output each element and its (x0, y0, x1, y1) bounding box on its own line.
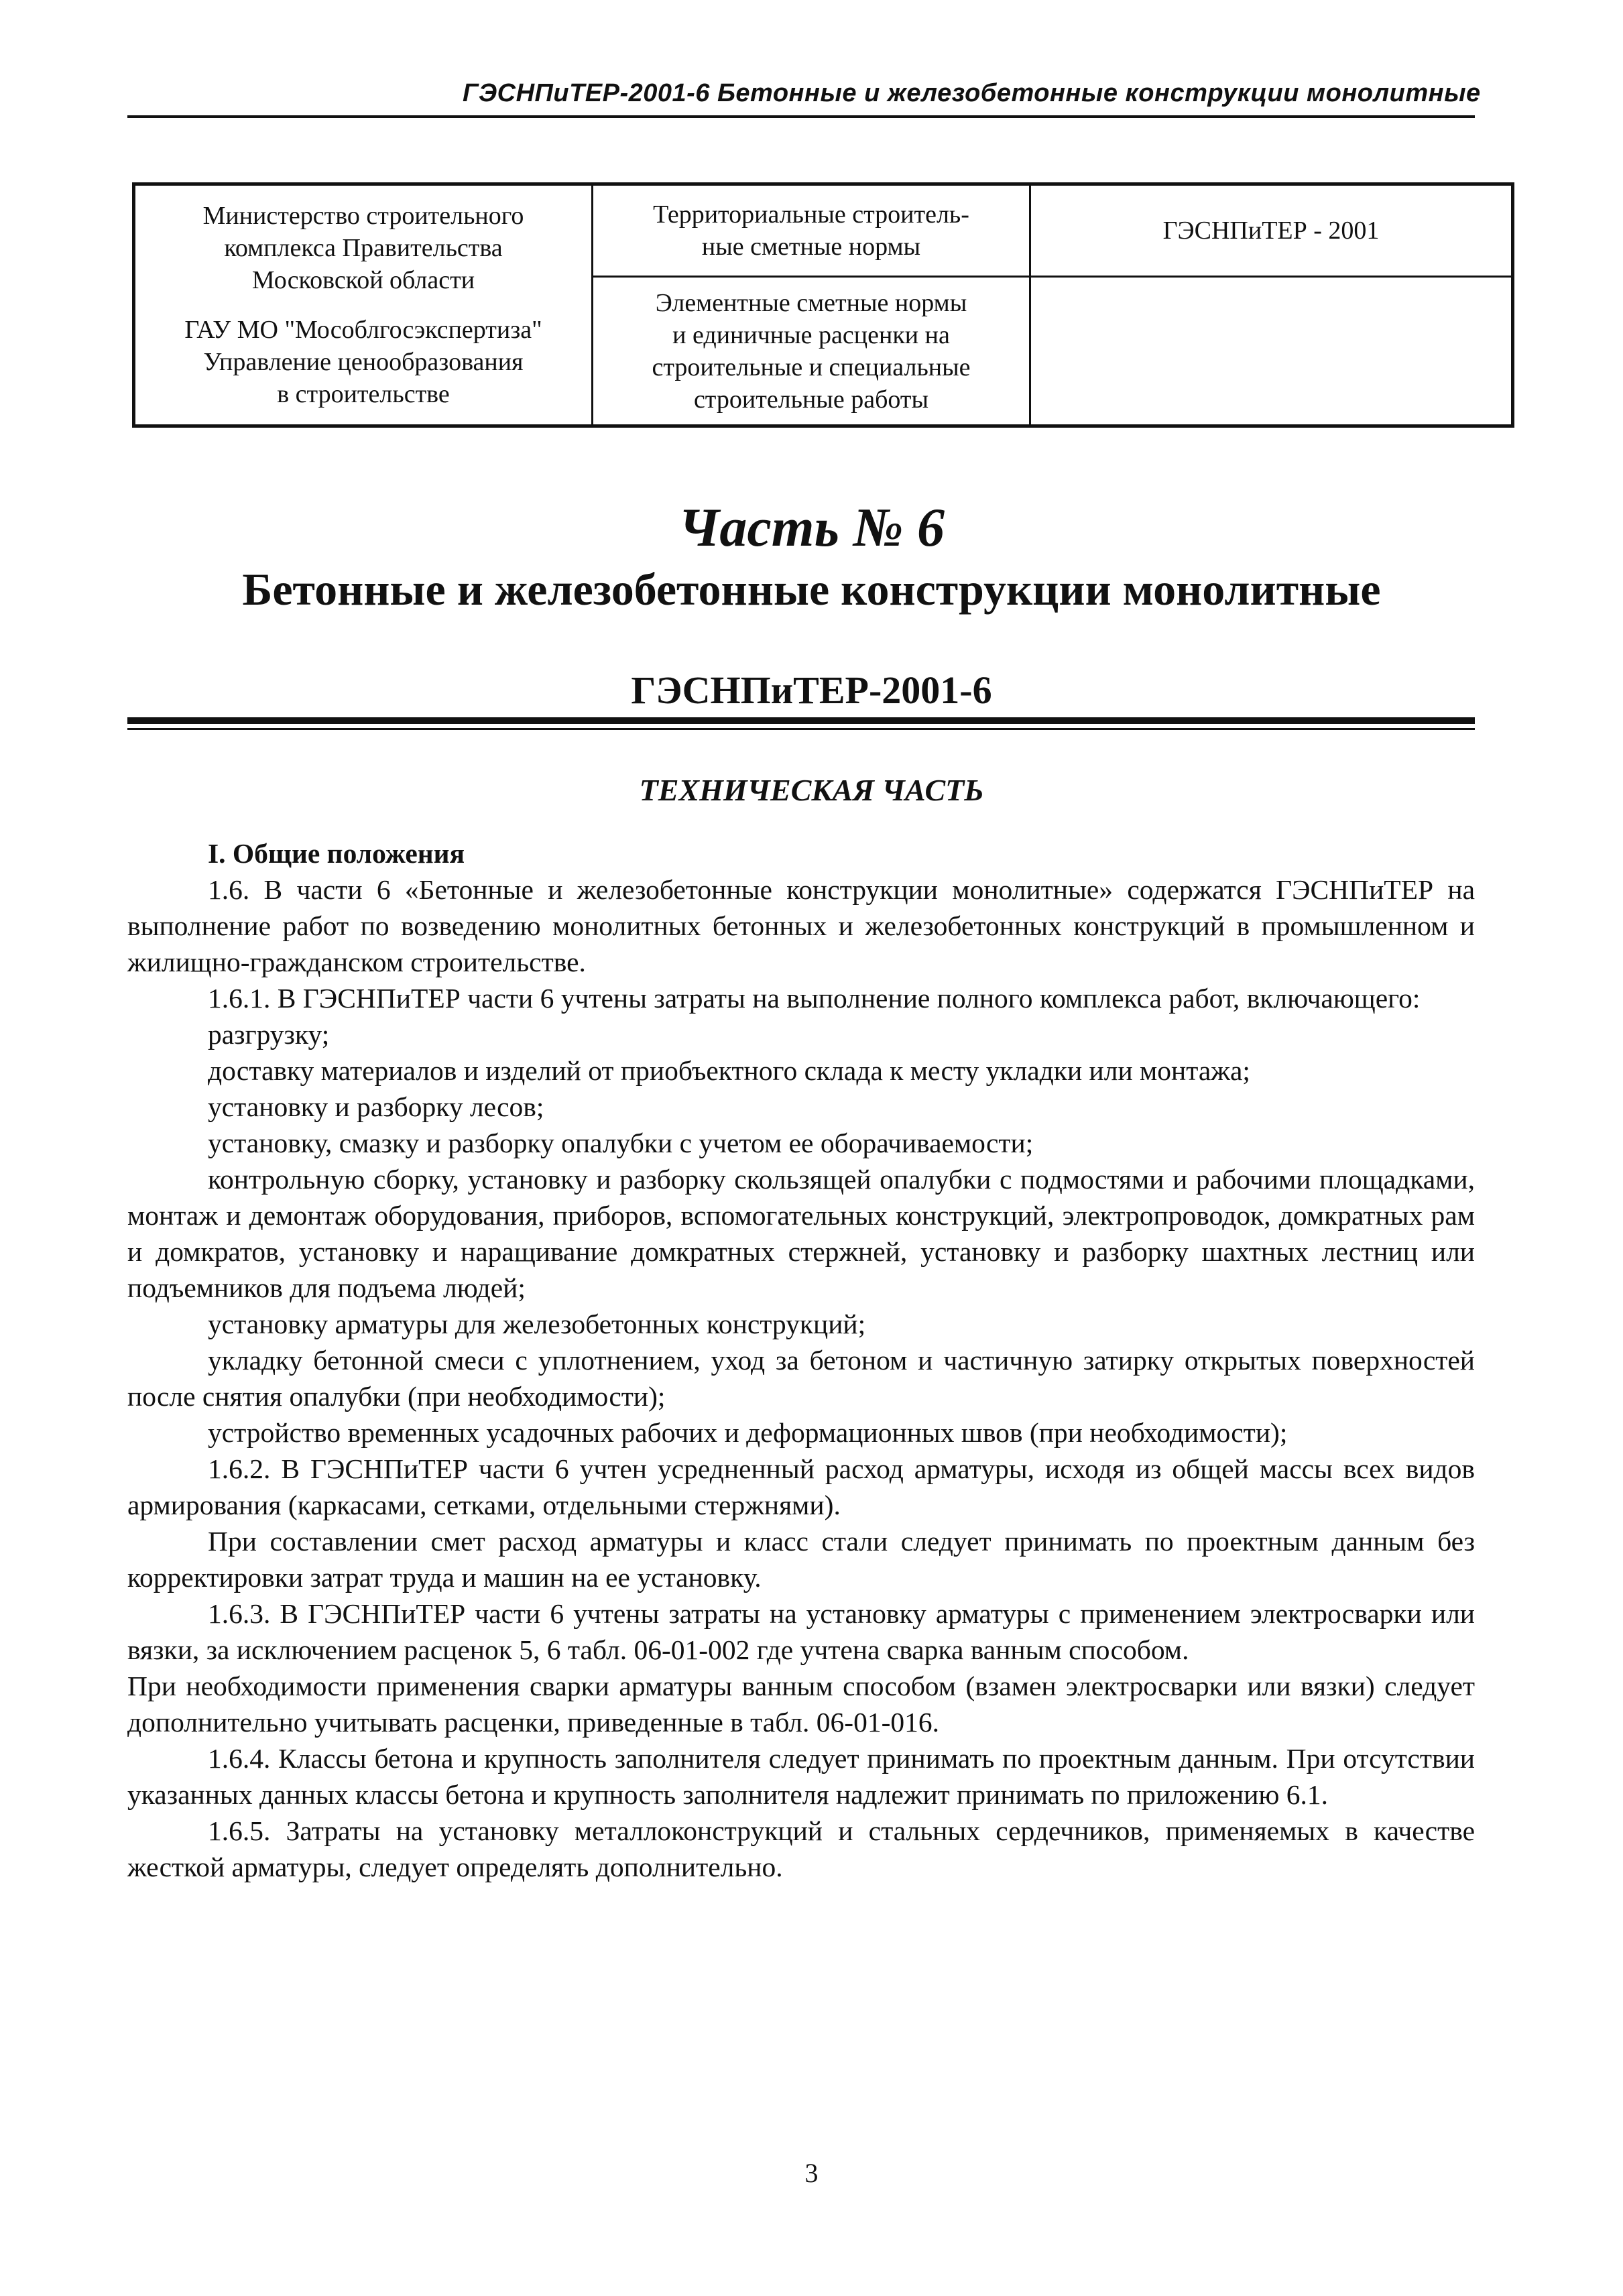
double-rule (127, 717, 1475, 730)
document-code: ГЭСНПиТЕР-2001-6 (631, 668, 992, 712)
paragraph: 1.6.5. Затраты на установку металлоконструкций и стальных сердечников, применяемых в качестве жесткой арматуры, следует определять дополнительно. (127, 1815, 1475, 1882)
page-number: 3 (804, 2158, 819, 2188)
norms-description-line: строительные и специальные (652, 353, 971, 381)
norms-type-line: Территориальные строитель- (653, 200, 969, 229)
paragraph: 1.6. В части 6 «Бетонные и железобетонные конструкции монолитные» содержатся ГЭСНПиТЕР на выполнение работ по возведению монолитных бетонных и железобетонных конструкций в промышленном и жилищно-гражданском строительстве. (127, 874, 1475, 977)
section-title: ТЕХНИЧЕСКАЯ ЧАСТЬ (639, 773, 984, 807)
empty-cell (1030, 277, 1513, 426)
norms-description-line: строительные работы (693, 385, 929, 414)
paragraph: 1.6.3. В ГЭСНПиТЕР части 6 учтены затраты на установку арматуры с применением электросварки или вязки, за исключением расценок 5, 6 табл. 06-01-002 где учтена сварка ванным способом. (127, 1598, 1475, 1665)
paragraph: 1.6.1. В ГЭСНПиТЕР части 6 учтены затраты на выполнение полного комплекса работ, включающего: (208, 983, 1421, 1014)
ministry-line: комплекса Правительства (224, 234, 503, 262)
list-item: установку арматуры для железобетонных конструкций; (208, 1309, 866, 1339)
norms-description-line: и единичные расценки на (672, 320, 950, 349)
running-header: ГЭСНПиТЕР-2001-6 Бетонные и железобетонные конструкции монолитные (463, 79, 1481, 107)
norms-type-line: ные сметные нормы (701, 233, 921, 261)
header-rule (127, 115, 1475, 118)
code-cell (1030, 184, 1513, 277)
norms-description-cell (593, 277, 1030, 426)
part-title: Часть № 6 (678, 497, 945, 558)
agency-line: в строительстве (277, 380, 450, 408)
list-item: устройство временных усадочных рабочих и деформационных швов (при необходимости); (208, 1417, 1288, 1448)
list-item: разгрузку; (208, 1019, 330, 1050)
paragraph: 1.6.2. В ГЭСНПиТЕР части 6 учтен усредненный расход арматуры, исходя из общей массы всех видов армирования (каркасами, сетками, отдельными стержнями). (127, 1453, 1475, 1520)
norms-code: ГЭСНПиТЕР - 2001 (1162, 217, 1380, 245)
list-item: контрольную сборку, установку и разборку скользящей опалубки с подмостями и рабочими площадками, монтаж и демонтаж оборудования, приборов, вспомогательных конструкций, электропроводок, домкратных рам и домкратов, установку и наращивание домкратных стержней, установку и разборку шахтных лестниц или подъемников для подъема людей; (127, 1164, 1475, 1303)
list-item: укладку бетонной смеси с уплотнением, уход за бетоном и частичную затирку открытых поверхностей после снятия опалубки (при необходимости); (127, 1345, 1475, 1412)
part-subtitle: Бетонные и железобетонные конструкции монолитные (242, 564, 1381, 615)
norms-type-cell (593, 184, 1030, 277)
ministry-line: Московской области (251, 266, 475, 294)
paragraph: При необходимости применения сварки арматуры ванным способом (взамен электросварки или вязки) следует дополнительно учитывать расценки, приведенные в табл. 06-01-016. (127, 1671, 1475, 1738)
ministry-agency-cell (134, 184, 593, 426)
subsection-title: I. Общие положения (208, 838, 465, 869)
body-text (127, 835, 1475, 1885)
paragraph: При составлении смет расход арматуры и класс стали следует принимать по проектным данным без корректировки затрат труда и машин на ее установку. (127, 1526, 1475, 1593)
agency-line: ГАУ МО "Мособлгосэкспертиза" (184, 316, 542, 344)
list-item: доставку материалов и изделий от приобъектного склада к месту укладки или монтажа; (208, 1055, 1250, 1086)
list-item: установку и разборку лесов; (208, 1091, 544, 1122)
paragraph: 1.6.4. Классы бетона и крупность заполнителя следует принимать по проектным данным. При отсутствии указанных данных классы бетона и крупность заполнителя надлежит принимать по приложению 6.1. (127, 1743, 1475, 1810)
org-info-table (132, 182, 1514, 428)
agency-line: Управление ценообразования (203, 348, 524, 376)
norms-description-line: Элементные сметные нормы (655, 288, 967, 317)
ministry-line: Министерство строительного (202, 202, 524, 230)
list-item: установку, смазку и разборку опалубки с учетом ее оборачиваемости; (208, 1128, 1034, 1158)
